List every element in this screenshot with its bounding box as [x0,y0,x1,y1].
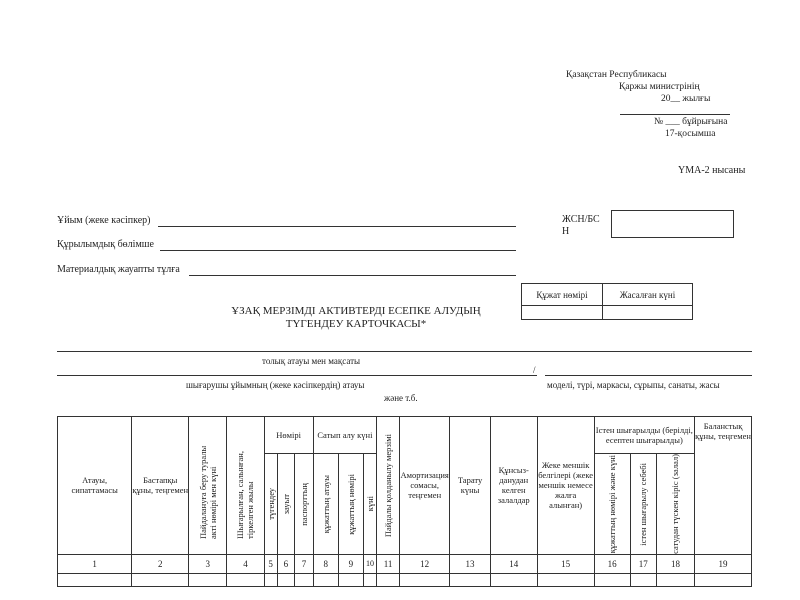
col-num-factory-header [277,454,294,555]
full-name-caption: толық атауы мен мақсаты [262,356,361,366]
col-amort-header: Амортизация сомасы, теңгемен [400,417,450,555]
col-number-header: Нөмірі [264,417,313,454]
col-num-inv-header [264,454,277,555]
title-line1: ҰЗАҚ МЕРЗІМДІ АКТИВТЕРДІ ЕСЕПКЕ АЛУДЫҢ [231,305,481,317]
manufacturer-caption: шығарушы ұйымның (жеке кәсіпкердің) атауы [186,380,365,390]
table-cell[interactable] [58,573,132,586]
col-num-cell: 10 [363,554,376,573]
col-num-inv-label: түгендеу [265,488,276,520]
column-number-row [58,554,752,573]
col-num-cell: 1 [58,554,132,573]
slash: / [533,365,536,375]
col-num-cell: 15 [537,554,594,573]
table-cell[interactable] [490,573,537,586]
document-number-table [521,283,693,320]
col-num-passport-header [295,454,314,555]
col-num-cell: 13 [450,554,490,573]
table-cell[interactable] [313,573,338,586]
col-balance-header: Баланстық құны, теңгемен [695,417,752,555]
table-cell[interactable] [656,573,694,586]
col-private-header: Жеке меншік белгілері (жеке меншік немесе жалға алынған) [537,417,594,555]
col-name-header: Атауы, сипаттамасы [58,417,132,555]
col-year-header [227,417,264,555]
table-cell[interactable] [630,573,656,586]
table-cell[interactable] [450,573,490,586]
header-line-1: Қазақстан Республикасы [566,70,667,80]
doc-number-cell[interactable] [522,306,603,320]
table-cell[interactable] [400,573,450,586]
col-pur-docnum-label: құжаттың нөмірі [345,473,356,535]
col-num-cell: 12 [400,554,450,573]
col-useful-life-label: Пайдалы қолданылу мерзімі [383,433,394,537]
org-label: Ұйым (жеке кәсіпкер) [57,215,151,226]
form-name: ҮМА-2 нысаны [678,165,746,176]
header-line-3: 20__ жылғы [661,94,711,104]
table-cell[interactable] [338,573,363,586]
col-wo-income-label: сатудан түскен кіріс (залал) [670,454,681,554]
org-field[interactable] [158,226,516,227]
table-cell[interactable] [377,573,400,586]
col-pur-docnum-header [338,454,363,555]
table-cell[interactable] [264,573,277,586]
id-label-line1: ЖСН/БС [562,214,600,225]
col-purchase-header: Сатып алу күні [313,417,376,454]
col-num-cell: 11 [377,554,400,573]
table-cell[interactable] [594,573,630,586]
col-wo-doc-header [594,454,630,555]
col-num-cell: 6 [277,554,294,573]
col-num-factory-label: зауыт [280,493,291,515]
col-num-cell: 4 [227,554,264,573]
table-cell[interactable] [537,573,594,586]
col-act-label: Пайдалануға беру туралы акті нөмірі мен күні [197,446,218,540]
table-cell[interactable] [132,573,189,586]
col-initial-cost-header: Бастапқы құны, теңгемен [132,417,189,555]
inventory-table [57,416,752,587]
col-num-cell: 3 [189,554,227,573]
doc-date-cell[interactable] [603,306,693,320]
col-num-cell: 9 [338,554,363,573]
col-num-cell: 8 [313,554,338,573]
full-name-field[interactable] [57,351,752,352]
col-num-cell: 19 [695,554,752,573]
model-caption-2: және т.б. [384,393,418,403]
col-wo-reason-header [630,454,656,555]
col-num-cell: 5 [264,554,277,573]
header-line-2: Қаржы министрінің [619,82,700,92]
id-box[interactable] [611,210,734,238]
col-writeoff-header: Істен шығарылды (берілді, есептен шығарылды) [594,417,695,454]
col-useful-life-header [377,417,400,555]
id-label [562,214,600,238]
title-line2: ТҮГЕНДЕУ КАРТОЧКАСЫ* [285,318,427,330]
col-num-cell: 14 [490,554,537,573]
col-pur-doc-label: құжаттың атауы [320,474,331,534]
division-field[interactable] [160,250,516,251]
table-cell[interactable] [227,573,264,586]
col-wo-reason-label: істен шығарылу себебі [638,462,649,546]
id-label-line2: Н [562,226,570,237]
col-num-cell: 16 [594,554,630,573]
table-cell[interactable] [695,573,752,586]
division-label: Құрылымдық бөлімше [57,239,154,250]
col-year-label: Шығарылған, салынған, тіркелген жылы [235,451,256,540]
header-line-5: 17-қосымша [665,129,716,139]
manufacturer-field[interactable] [57,375,537,376]
table-cell[interactable] [189,573,227,586]
responsible-label: Материалдық жауапты тұлға [57,264,180,275]
doc-number-header: Құжат нөмірі [522,284,603,306]
col-pur-doc-header [313,454,338,555]
table-row[interactable] [58,573,752,586]
header-underline [620,114,730,115]
col-num-passport-label: паспорттың [298,482,309,526]
col-num-cell: 2 [132,554,189,573]
table-cell[interactable] [277,573,294,586]
col-wo-income-header [656,454,694,555]
col-num-cell: 18 [656,554,694,573]
header-line-4: № ___ бұйрығына [654,117,728,127]
model-caption: моделі, түрі, маркасы, сұрыпы, санаты, жасы [547,380,720,390]
col-pur-day-label: күні [365,496,376,512]
page-title [226,305,486,331]
col-num-cell: 17 [630,554,656,573]
col-impairment-header: Құнсыз-данудан келген залалдар [490,417,537,555]
responsible-field[interactable] [189,275,516,276]
col-wo-doc-label: құжаттың нөмірі және күні [607,454,618,554]
model-field[interactable] [545,375,752,376]
col-num-cell: 7 [295,554,314,573]
table-cell[interactable] [295,573,314,586]
col-act-header [189,417,227,555]
table-cell[interactable] [363,573,376,586]
col-pur-day-header [363,454,376,555]
doc-date-header: Жасалған күні [603,284,693,306]
col-disposal-header: Тарату күны [450,417,490,555]
